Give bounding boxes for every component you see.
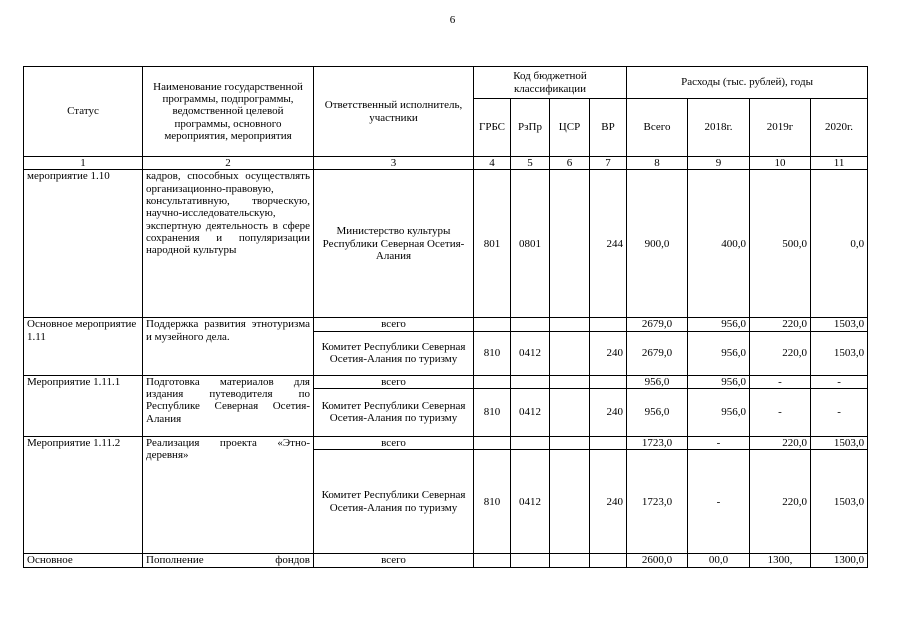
row-name: кадров, способных осуществлять организационно-правовую, консультативную, творческую, научно-исследовательскую, экспертную деятельность в сфере сохранения и популяризации народной культуры [143, 170, 314, 318]
cell-vr [590, 436, 627, 449]
header-row-top [24, 67, 868, 99]
row-status: Основное [24, 554, 143, 567]
row-status: Мероприятие 1.11.1 [24, 375, 143, 436]
row-name: Подготовка материалов для издания путеводителя по Республике Северная Осетия-Алания [143, 375, 314, 436]
cell-grbs: 810 [474, 450, 511, 554]
cell-rzpr: 0412 [511, 450, 550, 554]
cell-grbs [474, 436, 511, 449]
table-row [24, 375, 868, 388]
cell-2020: 1503,0 [811, 318, 868, 331]
cell-csr [550, 170, 590, 318]
cell-csr [550, 375, 590, 388]
cell-2018: 400,0 [688, 170, 750, 318]
cell-grbs [474, 375, 511, 388]
row-responsible: Комитет Республики Северная Осетия-Алания по туризму [314, 331, 474, 375]
cell-2019: 220,0 [750, 331, 811, 375]
cell-2019: 220,0 [750, 450, 811, 554]
column-number: 2 [143, 157, 314, 170]
cell-csr [550, 436, 590, 449]
cell-total: 2679,0 [627, 318, 688, 331]
cell-grbs: 810 [474, 388, 511, 436]
header-rzpr: РзПр [511, 99, 550, 157]
column-number: 3 [314, 157, 474, 170]
cell-2020: - [811, 388, 868, 436]
cell-2018: 956,0 [688, 388, 750, 436]
cell-2020: 0,0 [811, 170, 868, 318]
cell-2018: 00,0 [688, 554, 750, 567]
column-number-row [24, 157, 868, 170]
cell-2018: 956,0 [688, 318, 750, 331]
column-number: 8 [627, 157, 688, 170]
cell-vr [590, 554, 627, 567]
column-number: 4 [474, 157, 511, 170]
table-row [24, 318, 868, 331]
cell-2020: 1300,0 [811, 554, 868, 567]
cell-2020: - [811, 375, 868, 388]
cell-2019: - [750, 388, 811, 436]
cell-2019: 220,0 [750, 318, 811, 331]
header-responsible: Ответственный исполнитель, участники [314, 67, 474, 157]
table-row [24, 170, 868, 318]
column-number: 1 [24, 157, 143, 170]
cell-2019: 1300, [750, 554, 811, 567]
cell-rzpr [511, 375, 550, 388]
cell-2020: 1503,0 [811, 331, 868, 375]
cell-total: 1723,0 [627, 436, 688, 449]
cell-rzpr: 0412 [511, 388, 550, 436]
cell-vr: 244 [590, 170, 627, 318]
cell-2018: - [688, 450, 750, 554]
header-grbs: ГРБС [474, 99, 511, 157]
cell-csr [550, 450, 590, 554]
cell-total: 2679,0 [627, 331, 688, 375]
cell-rzpr [511, 436, 550, 449]
cell-2019: - [750, 375, 811, 388]
cell-rzpr [511, 554, 550, 567]
row-responsible: Комитет Республики Северная Осетия-Алания по туризму [314, 450, 474, 554]
header-status: Статус [24, 67, 143, 157]
row-responsible: всего [314, 375, 474, 388]
row-status: Мероприятие 1.11.2 [24, 436, 143, 553]
column-number: 10 [750, 157, 811, 170]
header-vr: ВР [590, 99, 627, 157]
cell-grbs [474, 554, 511, 567]
header-2019: 2019г [750, 99, 811, 157]
header-2020: 2020г. [811, 99, 868, 157]
cell-csr [550, 554, 590, 567]
row-responsible: Министерство культуры Республики Северная Осетия-Алания [314, 170, 474, 318]
column-number: 9 [688, 157, 750, 170]
row-name: Реализация проекта «Этно-деревня» [143, 436, 314, 553]
cell-csr [550, 331, 590, 375]
header-2018: 2018г. [688, 99, 750, 157]
row-name: Пополнение фондов [143, 554, 314, 567]
cell-2018: 956,0 [688, 331, 750, 375]
cell-csr [550, 388, 590, 436]
cell-grbs: 810 [474, 331, 511, 375]
column-number: 6 [550, 157, 590, 170]
cell-2019: 220,0 [750, 436, 811, 449]
row-responsible: всего [314, 318, 474, 331]
column-number: 5 [511, 157, 550, 170]
header-budget-code: Код бюджетной классификации [474, 67, 627, 99]
cell-grbs [474, 318, 511, 331]
cell-total: 956,0 [627, 388, 688, 436]
cell-grbs: 801 [474, 170, 511, 318]
row-status: мероприятие 1.10 [24, 170, 143, 318]
cell-total: 2600,0 [627, 554, 688, 567]
cell-vr [590, 318, 627, 331]
table-row [24, 554, 868, 567]
header-total: Всего [627, 99, 688, 157]
cell-csr [550, 318, 590, 331]
row-responsible: всего [314, 554, 474, 567]
cell-total: 1723,0 [627, 450, 688, 554]
cell-2018: - [688, 436, 750, 449]
cell-rzpr [511, 318, 550, 331]
column-number: 7 [590, 157, 627, 170]
row-status: Основное мероприятие 1.11 [24, 318, 143, 375]
header-csr: ЦСР [550, 99, 590, 157]
cell-total: 956,0 [627, 375, 688, 388]
cell-2020: 1503,0 [811, 450, 868, 554]
header-name: Наименование государственной программы, подпрограммы, ведомственной целевой программы, основного мероприятия, мероприятия [143, 67, 314, 157]
cell-vr: 240 [590, 331, 627, 375]
cell-rzpr: 0801 [511, 170, 550, 318]
budget-table [23, 66, 868, 568]
cell-vr: 240 [590, 450, 627, 554]
cell-vr: 240 [590, 388, 627, 436]
cell-vr [590, 375, 627, 388]
cell-2018: 956,0 [688, 375, 750, 388]
cell-2019: 500,0 [750, 170, 811, 318]
page-number: 6 [449, 14, 456, 26]
table-row [24, 436, 868, 449]
column-number: 11 [811, 157, 868, 170]
cell-rzpr: 0412 [511, 331, 550, 375]
cell-total: 900,0 [627, 170, 688, 318]
cell-2020: 1503,0 [811, 436, 868, 449]
header-expenses: Расходы (тыс. рублей), годы [627, 67, 868, 99]
row-responsible: Комитет Республики Северная Осетия-Алания по туризму [314, 388, 474, 436]
row-name: Поддержка развития этнотуризма и музейного дела. [143, 318, 314, 375]
row-responsible: всего [314, 436, 474, 449]
